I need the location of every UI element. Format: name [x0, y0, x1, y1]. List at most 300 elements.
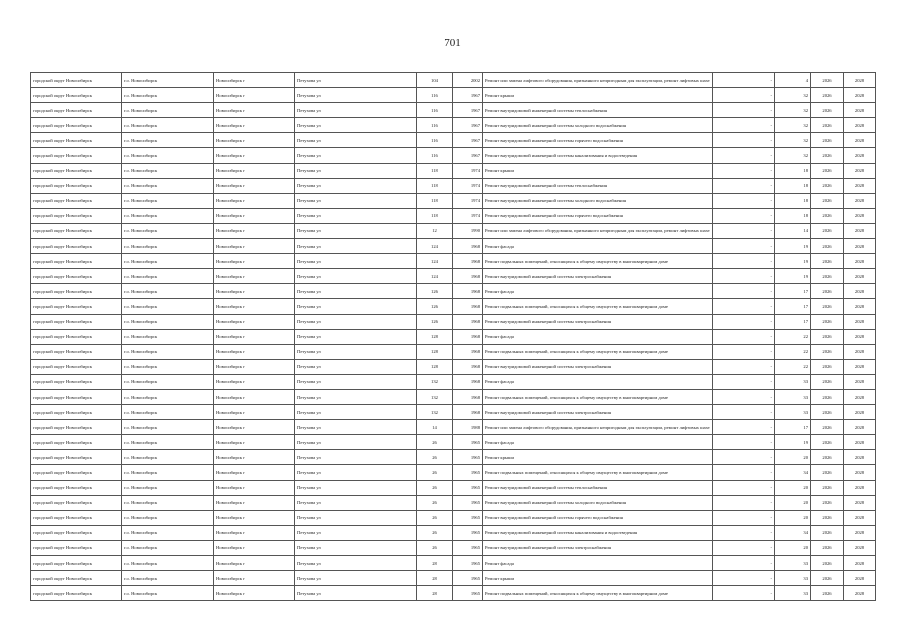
settlement-cell: Новосибирск г: [214, 586, 295, 601]
end-year-cell: 2028: [844, 586, 876, 601]
settlement-cell: Новосибирск г: [214, 73, 295, 88]
build-year-cell: 1968: [453, 389, 483, 404]
table-row: [31, 73, 876, 88]
district-cell: городской округ Новосибирск: [31, 88, 122, 103]
work-type-cell: Ремонт внутридомовой инженерной системы электроснабжения: [483, 359, 713, 374]
district-cell: городской округ Новосибирск: [31, 329, 122, 344]
start-year-cell: 2026: [811, 133, 844, 148]
settlement-cell: Новосибирск г: [214, 435, 295, 450]
dash-cell: -: [713, 254, 775, 269]
end-year-cell: 2028: [844, 223, 876, 238]
quantity-cell: 19: [775, 269, 811, 284]
settlement-cell: Новосибирск г: [214, 556, 295, 571]
municipality-cell: г.о. Новосибирск: [122, 133, 214, 148]
dash-cell: -: [713, 314, 775, 329]
municipality-cell: г.о. Новосибирск: [122, 510, 214, 525]
quantity-cell: 32: [775, 118, 811, 133]
street-cell: Петухова ул: [295, 178, 417, 193]
district-cell: городской округ Новосибирск: [31, 314, 122, 329]
dash-cell: -: [713, 269, 775, 284]
end-year-cell: 2028: [844, 193, 876, 208]
work-type-cell: Ремонт внутридомовой инженерной системы холодного водоснабжения: [483, 118, 713, 133]
dash-cell: -: [713, 374, 775, 389]
district-cell: городской округ Новосибирск: [31, 405, 122, 420]
municipality-cell: г.о. Новосибирск: [122, 374, 214, 389]
municipality-cell: г.о. Новосибирск: [122, 73, 214, 88]
work-type-cell: Ремонт подвальных помещений, относящихся к общему имуществу в многоквартирном доме: [483, 586, 713, 601]
work-type-cell: Ремонт крыши: [483, 163, 713, 178]
start-year-cell: 2026: [811, 163, 844, 178]
start-year-cell: 2026: [811, 525, 844, 540]
quantity-cell: 20: [775, 540, 811, 555]
start-year-cell: 2026: [811, 239, 844, 254]
end-year-cell: 2028: [844, 118, 876, 133]
dash-cell: -: [713, 495, 775, 510]
build-year-cell: 1990: [453, 223, 483, 238]
municipality-cell: г.о. Новосибирск: [122, 540, 214, 555]
capital-repair-table: [30, 72, 876, 601]
house-number-cell: 116: [417, 148, 453, 163]
end-year-cell: 2028: [844, 480, 876, 495]
street-cell: Петухова ул: [295, 284, 417, 299]
house-number-cell: 28: [417, 556, 453, 571]
municipality-cell: г.о. Новосибирск: [122, 163, 214, 178]
work-type-cell: Ремонт внутридомовой инженерной системы холодного водоснабжения: [483, 495, 713, 510]
settlement-cell: Новосибирск г: [214, 329, 295, 344]
start-year-cell: 2026: [811, 284, 844, 299]
work-type-cell: Ремонт или замена лифтового оборудования, признанного непригодным для эксплуатации, ремонт лифтовых шахт: [483, 420, 713, 435]
end-year-cell: 2028: [844, 495, 876, 510]
end-year-cell: 2028: [844, 465, 876, 480]
district-cell: городской округ Новосибирск: [31, 344, 122, 359]
start-year-cell: 2026: [811, 359, 844, 374]
settlement-cell: Новосибирск г: [214, 284, 295, 299]
house-number-cell: 28: [417, 571, 453, 586]
end-year-cell: 2028: [844, 178, 876, 193]
build-year-cell: 1968: [453, 254, 483, 269]
dash-cell: -: [713, 450, 775, 465]
work-type-cell: Ремонт внутридомовой инженерной системы канализования и водоотведения: [483, 525, 713, 540]
end-year-cell: 2028: [844, 163, 876, 178]
dash-cell: -: [713, 88, 775, 103]
start-year-cell: 2026: [811, 571, 844, 586]
district-cell: городской округ Новосибирск: [31, 193, 122, 208]
end-year-cell: 2028: [844, 540, 876, 555]
municipality-cell: г.о. Новосибирск: [122, 495, 214, 510]
settlement-cell: Новосибирск г: [214, 178, 295, 193]
dash-cell: -: [713, 359, 775, 374]
start-year-cell: 2026: [811, 405, 844, 420]
house-number-cell: 124: [417, 254, 453, 269]
end-year-cell: 2028: [844, 103, 876, 118]
house-number-cell: 116: [417, 103, 453, 118]
district-cell: городской округ Новосибирск: [31, 420, 122, 435]
dash-cell: -: [713, 103, 775, 118]
street-cell: Петухова ул: [295, 344, 417, 359]
end-year-cell: 2028: [844, 329, 876, 344]
table-row: [31, 223, 876, 238]
house-number-cell: 26: [417, 540, 453, 555]
district-cell: городской округ Новосибирск: [31, 284, 122, 299]
work-type-cell: Ремонт подвальных помещений, относящихся к общему имуществу в многоквартирном доме: [483, 465, 713, 480]
district-cell: городской округ Новосибирск: [31, 299, 122, 314]
start-year-cell: 2026: [811, 103, 844, 118]
quantity-cell: 14: [775, 223, 811, 238]
build-year-cell: 1968: [453, 359, 483, 374]
settlement-cell: Новосибирск г: [214, 480, 295, 495]
work-type-cell: Ремонт подвальных помещений, относящихся к общему имуществу в многоквартирном доме: [483, 299, 713, 314]
end-year-cell: 2028: [844, 133, 876, 148]
district-cell: городской округ Новосибирск: [31, 480, 122, 495]
work-type-cell: Ремонт фасада: [483, 239, 713, 254]
start-year-cell: 2026: [811, 73, 844, 88]
end-year-cell: 2028: [844, 239, 876, 254]
build-year-cell: 1988: [453, 420, 483, 435]
district-cell: городской округ Новосибирск: [31, 571, 122, 586]
table-row: [31, 208, 876, 223]
municipality-cell: г.о. Новосибирск: [122, 148, 214, 163]
dash-cell: -: [713, 420, 775, 435]
street-cell: Петухова ул: [295, 133, 417, 148]
house-number-cell: 132: [417, 405, 453, 420]
municipality-cell: г.о. Новосибирск: [122, 405, 214, 420]
house-number-cell: 128: [417, 329, 453, 344]
end-year-cell: 2028: [844, 344, 876, 359]
end-year-cell: 2028: [844, 314, 876, 329]
municipality-cell: г.о. Новосибирск: [122, 420, 214, 435]
table-row: [31, 510, 876, 525]
quantity-cell: 33: [775, 405, 811, 420]
district-cell: городской округ Новосибирск: [31, 556, 122, 571]
start-year-cell: 2026: [811, 254, 844, 269]
street-cell: Петухова ул: [295, 223, 417, 238]
end-year-cell: 2028: [844, 435, 876, 450]
house-number-cell: 28: [417, 586, 453, 601]
street-cell: Петухова ул: [295, 269, 417, 284]
house-number-cell: 14: [417, 420, 453, 435]
district-cell: городской округ Новосибирск: [31, 73, 122, 88]
street-cell: Петухова ул: [295, 420, 417, 435]
start-year-cell: 2026: [811, 450, 844, 465]
start-year-cell: 2026: [811, 88, 844, 103]
start-year-cell: 2026: [811, 556, 844, 571]
table-row: [31, 571, 876, 586]
dash-cell: -: [713, 389, 775, 404]
build-year-cell: 1965: [453, 571, 483, 586]
street-cell: Петухова ул: [295, 329, 417, 344]
end-year-cell: 2028: [844, 450, 876, 465]
dash-cell: -: [713, 344, 775, 359]
street-cell: Петухова ул: [295, 435, 417, 450]
build-year-cell: 2002: [453, 73, 483, 88]
street-cell: Петухова ул: [295, 208, 417, 223]
quantity-cell: 34: [775, 465, 811, 480]
build-year-cell: 1968: [453, 284, 483, 299]
dash-cell: -: [713, 525, 775, 540]
quantity-cell: 33: [775, 571, 811, 586]
end-year-cell: 2028: [844, 148, 876, 163]
district-cell: городской округ Новосибирск: [31, 254, 122, 269]
municipality-cell: г.о. Новосибирск: [122, 480, 214, 495]
district-cell: городской округ Новосибирск: [31, 465, 122, 480]
build-year-cell: 1965: [453, 540, 483, 555]
house-number-cell: 116: [417, 118, 453, 133]
district-cell: городской округ Новосибирск: [31, 510, 122, 525]
end-year-cell: 2028: [844, 299, 876, 314]
table-row: [31, 88, 876, 103]
dash-cell: -: [713, 480, 775, 495]
work-type-cell: Ремонт внутридомовой инженерной системы электроснабжения: [483, 405, 713, 420]
street-cell: Петухова ул: [295, 525, 417, 540]
settlement-cell: Новосибирск г: [214, 510, 295, 525]
build-year-cell: 1968: [453, 269, 483, 284]
settlement-cell: Новосибирск г: [214, 88, 295, 103]
start-year-cell: 2026: [811, 299, 844, 314]
municipality-cell: г.о. Новосибирск: [122, 118, 214, 133]
dash-cell: -: [713, 193, 775, 208]
street-cell: Петухова ул: [295, 495, 417, 510]
dash-cell: -: [713, 284, 775, 299]
start-year-cell: 2026: [811, 480, 844, 495]
dash-cell: -: [713, 208, 775, 223]
house-number-cell: 132: [417, 389, 453, 404]
house-number-cell: 26: [417, 435, 453, 450]
street-cell: Петухова ул: [295, 374, 417, 389]
quantity-cell: 19: [775, 254, 811, 269]
house-number-cell: 126: [417, 314, 453, 329]
end-year-cell: 2028: [844, 389, 876, 404]
end-year-cell: 2028: [844, 571, 876, 586]
work-type-cell: Ремонт фасада: [483, 435, 713, 450]
dash-cell: -: [713, 329, 775, 344]
municipality-cell: г.о. Новосибирск: [122, 193, 214, 208]
district-cell: городской округ Новосибирск: [31, 525, 122, 540]
start-year-cell: 2026: [811, 586, 844, 601]
start-year-cell: 2026: [811, 540, 844, 555]
dash-cell: -: [713, 405, 775, 420]
end-year-cell: 2028: [844, 374, 876, 389]
quantity-cell: 17: [775, 314, 811, 329]
house-number-cell: 116: [417, 133, 453, 148]
settlement-cell: Новосибирск г: [214, 208, 295, 223]
settlement-cell: Новосибирск г: [214, 239, 295, 254]
start-year-cell: 2026: [811, 495, 844, 510]
build-year-cell: 1968: [453, 405, 483, 420]
table-row: [31, 284, 876, 299]
settlement-cell: Новосибирск г: [214, 133, 295, 148]
dash-cell: -: [713, 556, 775, 571]
settlement-cell: Новосибирск г: [214, 374, 295, 389]
build-year-cell: 1974: [453, 208, 483, 223]
dash-cell: -: [713, 73, 775, 88]
build-year-cell: 1967: [453, 103, 483, 118]
dash-cell: -: [713, 118, 775, 133]
dash-cell: -: [713, 163, 775, 178]
table-row: [31, 148, 876, 163]
table-row: [31, 465, 876, 480]
street-cell: Петухова ул: [295, 480, 417, 495]
table-row: [31, 178, 876, 193]
build-year-cell: 1974: [453, 163, 483, 178]
quantity-cell: 33: [775, 374, 811, 389]
table-row: [31, 540, 876, 555]
build-year-cell: 1974: [453, 193, 483, 208]
district-cell: городской округ Новосибирск: [31, 374, 122, 389]
table-row: [31, 374, 876, 389]
quantity-cell: 22: [775, 329, 811, 344]
start-year-cell: 2026: [811, 314, 844, 329]
street-cell: Петухова ул: [295, 359, 417, 374]
build-year-cell: 1967: [453, 88, 483, 103]
street-cell: Петухова ул: [295, 163, 417, 178]
district-cell: городской округ Новосибирск: [31, 118, 122, 133]
start-year-cell: 2026: [811, 420, 844, 435]
start-year-cell: 2026: [811, 269, 844, 284]
district-cell: городской округ Новосибирск: [31, 178, 122, 193]
table-row: [31, 525, 876, 540]
work-type-cell: Ремонт подвальных помещений, относящихся к общему имуществу в многоквартирном доме: [483, 344, 713, 359]
table-row: [31, 389, 876, 404]
municipality-cell: г.о. Новосибирск: [122, 556, 214, 571]
quantity-cell: 19: [775, 435, 811, 450]
street-cell: Петухова ул: [295, 88, 417, 103]
work-type-cell: Ремонт фасада: [483, 556, 713, 571]
house-number-cell: 26: [417, 480, 453, 495]
house-number-cell: 118: [417, 193, 453, 208]
build-year-cell: 1968: [453, 239, 483, 254]
table-row: [31, 359, 876, 374]
build-year-cell: 1965: [453, 450, 483, 465]
quantity-cell: 22: [775, 344, 811, 359]
end-year-cell: 2028: [844, 420, 876, 435]
quantity-cell: 33: [775, 389, 811, 404]
settlement-cell: Новосибирск г: [214, 148, 295, 163]
street-cell: Петухова ул: [295, 314, 417, 329]
district-cell: городской округ Новосибирск: [31, 495, 122, 510]
municipality-cell: г.о. Новосибирск: [122, 450, 214, 465]
house-number-cell: 126: [417, 299, 453, 314]
street-cell: Петухова ул: [295, 193, 417, 208]
build-year-cell: 1965: [453, 465, 483, 480]
build-year-cell: 1967: [453, 133, 483, 148]
settlement-cell: Новосибирск г: [214, 420, 295, 435]
build-year-cell: 1965: [453, 495, 483, 510]
start-year-cell: 2026: [811, 465, 844, 480]
settlement-cell: Новосибирск г: [214, 314, 295, 329]
house-number-cell: 118: [417, 208, 453, 223]
start-year-cell: 2026: [811, 510, 844, 525]
work-type-cell: Ремонт внутридомовой инженерной системы горячего водоснабжения: [483, 510, 713, 525]
work-type-cell: Ремонт внутридомовой инженерной системы электроснабжения: [483, 269, 713, 284]
house-number-cell: 126: [417, 284, 453, 299]
start-year-cell: 2026: [811, 435, 844, 450]
street-cell: Петухова ул: [295, 254, 417, 269]
quantity-cell: 20: [775, 510, 811, 525]
street-cell: Петухова ул: [295, 465, 417, 480]
settlement-cell: Новосибирск г: [214, 193, 295, 208]
build-year-cell: 1965: [453, 586, 483, 601]
settlement-cell: Новосибирск г: [214, 299, 295, 314]
district-cell: городской округ Новосибирск: [31, 269, 122, 284]
table-row: [31, 344, 876, 359]
house-number-cell: 104: [417, 73, 453, 88]
house-number-cell: 128: [417, 344, 453, 359]
settlement-cell: Новосибирск г: [214, 163, 295, 178]
work-type-cell: Ремонт крыши: [483, 450, 713, 465]
street-cell: Петухова ул: [295, 118, 417, 133]
street-cell: Петухова ул: [295, 586, 417, 601]
settlement-cell: Новосибирск г: [214, 405, 295, 420]
start-year-cell: 2026: [811, 193, 844, 208]
district-cell: городской округ Новосибирск: [31, 239, 122, 254]
settlement-cell: Новосибирск г: [214, 450, 295, 465]
municipality-cell: г.о. Новосибирск: [122, 329, 214, 344]
quantity-cell: 33: [775, 556, 811, 571]
quantity-cell: 19: [775, 239, 811, 254]
house-number-cell: 26: [417, 525, 453, 540]
start-year-cell: 2026: [811, 374, 844, 389]
dash-cell: -: [713, 148, 775, 163]
quantity-cell: 4: [775, 73, 811, 88]
work-type-cell: Ремонт фасада: [483, 329, 713, 344]
end-year-cell: 2028: [844, 88, 876, 103]
build-year-cell: 1968: [453, 314, 483, 329]
district-cell: городской округ Новосибирск: [31, 586, 122, 601]
dash-cell: -: [713, 239, 775, 254]
street-cell: Петухова ул: [295, 389, 417, 404]
dash-cell: -: [713, 540, 775, 555]
house-number-cell: 124: [417, 269, 453, 284]
dash-cell: -: [713, 178, 775, 193]
end-year-cell: 2028: [844, 208, 876, 223]
end-year-cell: 2028: [844, 254, 876, 269]
settlement-cell: Новосибирск г: [214, 495, 295, 510]
work-type-cell: Ремонт или замена лифтового оборудования, признанного непригодным для эксплуатации, ремонт лифтовых шахт: [483, 73, 713, 88]
start-year-cell: 2026: [811, 223, 844, 238]
municipality-cell: г.о. Новосибирск: [122, 525, 214, 540]
district-cell: городской округ Новосибирск: [31, 435, 122, 450]
street-cell: Петухова ул: [295, 405, 417, 420]
table-row: [31, 269, 876, 284]
table-row: [31, 556, 876, 571]
start-year-cell: 2026: [811, 148, 844, 163]
municipality-cell: г.о. Новосибирск: [122, 254, 214, 269]
district-cell: городской округ Новосибирск: [31, 208, 122, 223]
municipality-cell: г.о. Новосибирск: [122, 465, 214, 480]
build-year-cell: 1968: [453, 344, 483, 359]
work-type-cell: Ремонт крыши: [483, 571, 713, 586]
dash-cell: -: [713, 223, 775, 238]
street-cell: Петухова ул: [295, 299, 417, 314]
municipality-cell: г.о. Новосибирск: [122, 88, 214, 103]
start-year-cell: 2026: [811, 118, 844, 133]
settlement-cell: Новосибирск г: [214, 571, 295, 586]
house-number-cell: 124: [417, 239, 453, 254]
build-year-cell: 1967: [453, 148, 483, 163]
build-year-cell: 1965: [453, 480, 483, 495]
settlement-cell: Новосибирск г: [214, 254, 295, 269]
end-year-cell: 2028: [844, 269, 876, 284]
district-cell: городской округ Новосибирск: [31, 133, 122, 148]
municipality-cell: г.о. Новосибирск: [122, 435, 214, 450]
municipality-cell: г.о. Новосибирск: [122, 571, 214, 586]
quantity-cell: 17: [775, 420, 811, 435]
build-year-cell: 1967: [453, 118, 483, 133]
build-year-cell: 1965: [453, 510, 483, 525]
quantity-cell: 32: [775, 133, 811, 148]
quantity-cell: 34: [775, 525, 811, 540]
street-cell: Петухова ул: [295, 239, 417, 254]
